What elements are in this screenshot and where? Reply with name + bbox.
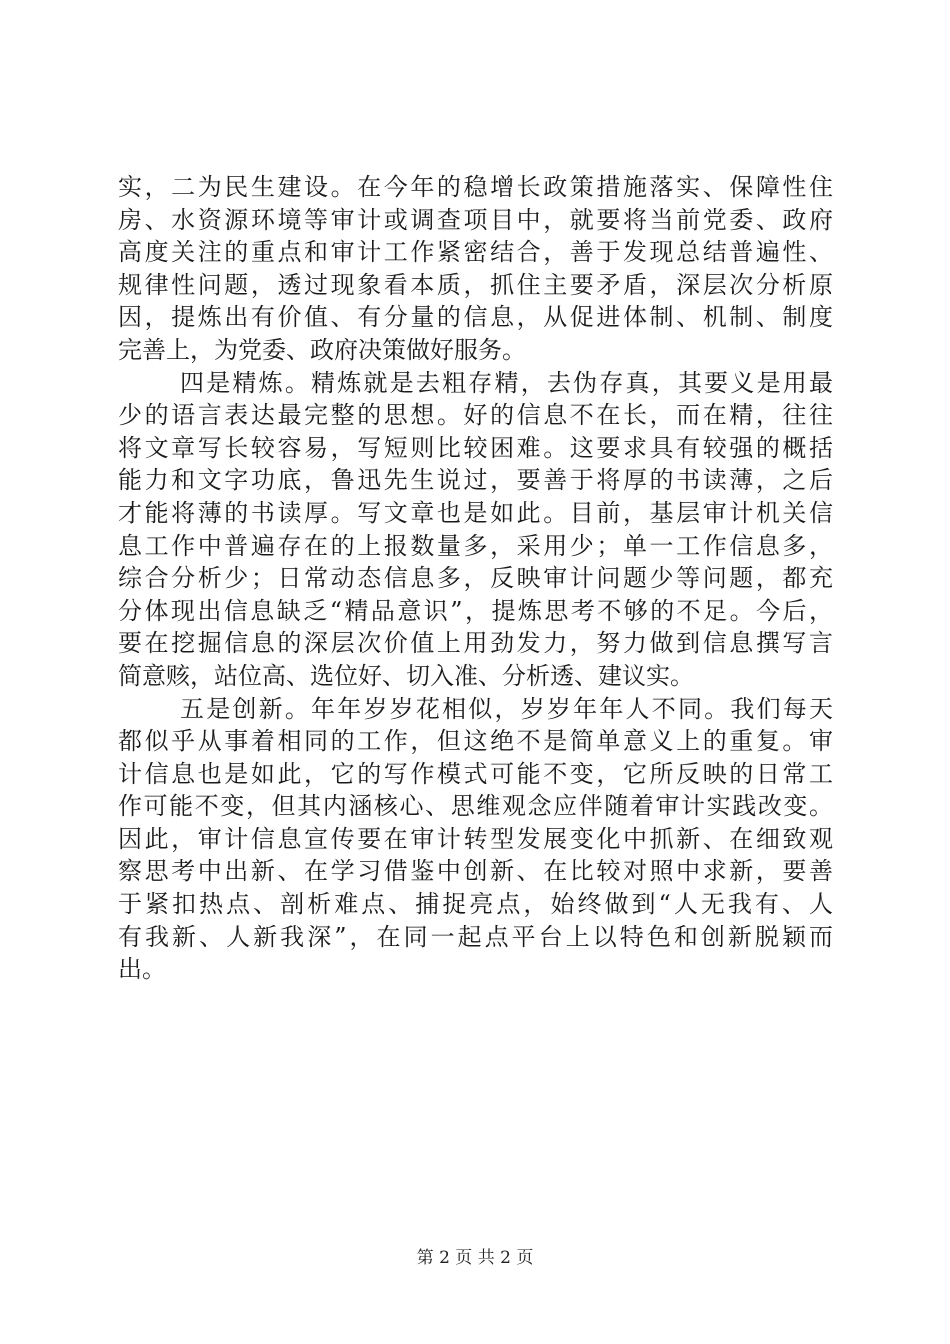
text-line: 要在挖掘信息的深层次价值上用劲发力，努力做到信息撰写言 xyxy=(118,629,833,658)
text-line: 将文章写长较容易，写短则比较困难。这要求具有较强的概括 xyxy=(118,433,833,462)
text-line: 高度关注的重点和审计工作紧密结合，善于发现总结普遍性、 xyxy=(118,238,833,267)
text-line: 房、水资源环境等审计或调查项目中，就要将当前党委、政府 xyxy=(118,205,833,234)
text-line: 于紧扣热点、剖析难点、捕捉亮点，始终做到“人无我有、人 xyxy=(118,890,833,919)
paragraph-1 xyxy=(118,171,833,367)
text-line: 才能将薄的书读厚。写文章也是如此。目前，基层审计机关信 xyxy=(118,498,833,527)
text-line: 完善上，为党委、政府决策做好服务。 xyxy=(118,335,526,364)
text-line: 出。 xyxy=(118,955,166,984)
text-line: 作可能不变，但其内涵核心、思维观念应伴随着审计实践改变。 xyxy=(118,792,833,821)
document-body xyxy=(118,171,833,986)
text-line: 四是精炼。精炼就是去粗存精，去伪存真，其要义是用最 xyxy=(180,368,833,397)
text-line: 五是创新。年年岁岁花相似，岁岁年年人不同。我们每天 xyxy=(180,694,833,723)
page-footer xyxy=(0,1243,950,1268)
text-line: 因，提炼出有价值、有分量的信息，从促进体制、机制、制度 xyxy=(118,303,833,332)
text-line: 计信息也是如此，它的写作模式可能不变，它所反映的日常工 xyxy=(118,759,833,788)
text-line: 都似乎从事着相同的工作，但这绝不是简单意义上的重复。审 xyxy=(118,727,833,756)
text-line: 能力和文字功底，鲁迅先生说过，要善于将厚的书读薄，之后 xyxy=(118,466,833,495)
text-line: 简意赅，站位高、选位好、切入准、分析透、建议实。 xyxy=(118,661,694,690)
text-line: 综合分析少；日常动态信息多，反映审计问题少等问题，都充 xyxy=(118,564,833,593)
paragraph-2 xyxy=(118,367,833,693)
text-line: 分体现出信息缺乏“精品意识”，提炼思考不够的不足。今后， xyxy=(118,596,833,625)
text-line: 实，二为民生建设。在今年的稳增长政策措施落实、保障性住 xyxy=(118,173,833,201)
text-line: 因此，审计信息宣传要在审计转型发展变化中抓新、在细致观 xyxy=(118,824,833,853)
text-line: 察思考中出新、在学习借鉴中创新、在比较对照中求新，要善 xyxy=(118,857,833,886)
paragraph-3 xyxy=(118,693,833,986)
text-line: 少的语言表达最完整的思想。好的信息不在长，而在精，往往 xyxy=(118,401,833,430)
text-line: 息工作中普遍存在的上报数量多，采用少；单一工作信息多， xyxy=(118,531,833,560)
page-number: 第 2 页 共 2 页 xyxy=(416,1248,534,1268)
text-line: 有我新、人新我深”，在同一起点平台上以特色和创新脱颖而 xyxy=(118,922,833,951)
text-line: 规律性问题，透过现象看本质，抓住主要矛盾，深层次分析原 xyxy=(118,270,833,299)
